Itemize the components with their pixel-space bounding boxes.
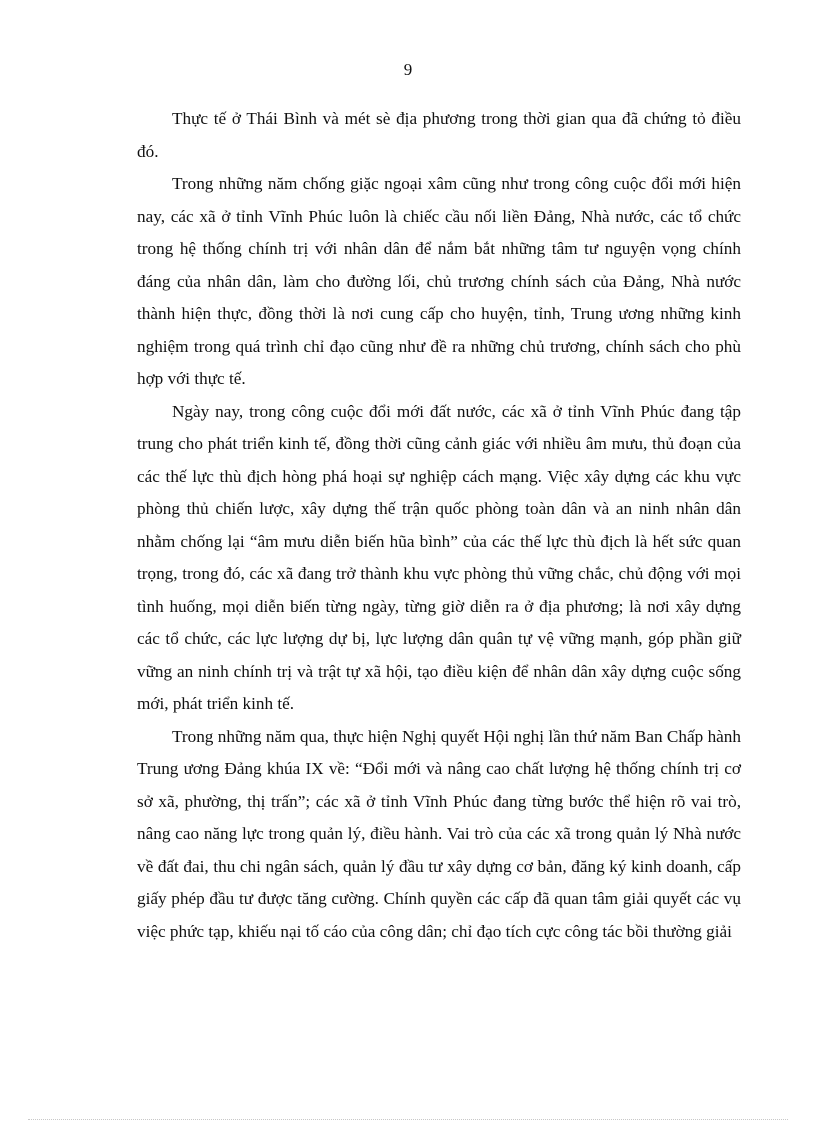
paragraph-2: Trong những năm chống giặc ngoại xâm cũng như trong công cuộc đổi mới hiện nay, các xã ở tỉnh Vĩnh Phúc luôn là chiếc cầu nối liền Đảng, Nhà nước, các tổ chức trong hệ thống chính trị với nhân dân để nắm bắt những tâm tư nguyện vọng chính đáng của nhân dân, làm cho đường lối, chủ trương chính sách của Đảng, Nhà nước thành hiện thực, đồng thời là nơi cung cấp cho huyện, tỉnh, Trung ương những kinh nghiệm trong quá trình chỉ đạo cũng như đề ra những chủ trương, chính sách cho phù hợp với thực tế. <box>137 174 741 388</box>
page-bottom-divider <box>28 1119 788 1120</box>
page-number: 9 <box>403 60 413 79</box>
paragraph-4: Trong những năm qua, thực hiện Nghị quyết Hội nghị lần thứ năm Ban Chấp hành Trung ương Đảng khúa IX về: “Đổi mới và nâng cao chất lượng hệ thống chính trị cơ sở xã, phường, thị trấn”; các xã ở tỉnh Vĩnh Phúc đang từng bước thể hiện rõ vai trò, nâng cao năng lực trong quản lý, điều hành. Vai trò của các xã trong quản lý Nhà nước về đất đai, thu chi ngân sách, quản lý đầu tư xây dựng cơ bản, đăng ký kinh doanh, cấp giấy phép đầu tư được tăng cường. Chính quyền các cấp đã quan tâm giải quyết các vụ việc phức tạp, khiếu nại tố cáo của công dân; chỉ đạo tích cực công tác bồi thường giải <box>137 726 741 941</box>
paragraph-1: Thực tế ở Thái Bình và mét sè địa phương trong thời gian qua đã chứng tỏ điều đó. <box>137 109 741 161</box>
document-body <box>137 103 741 948</box>
paragraph-3: Ngày nay, trong công cuộc đổi mới đất nước, các xã ở tỉnh Vĩnh Phúc đang tập trung cho phát triển kinh tế, đồng thời cũng cảnh giác với nhiều âm mưu, thủ đoạn của các thế lực thù địch hòng phá hoại sự nghiệp cách mạng. Việc xây dựng các khu vực phòng thủ chiến lược, xây dựng thế trận quốc phòng toàn dân và an ninh nhân dân nhằm chống lại “âm mưu diễn biến hũa bình” của các thế lực thù địch là hết sức quan trọng, trong đó, các xã đang trở thành khu vực phòng thủ vững chắc, chủ động với mọi tình huống, mọi diễn biến từng ngày, từng giờ diễn ra ở địa phương; là nơi xây dựng các tổ chức, các lực lượng dự bị, lực lượng dân quân tự vệ vững mạnh, góp phần giữ vững an ninh chính trị và trật tự xã hội, tạo điều kiện để nhân dân xây dựng cuộc sống mới, phát triển kinh tế. <box>137 401 741 713</box>
